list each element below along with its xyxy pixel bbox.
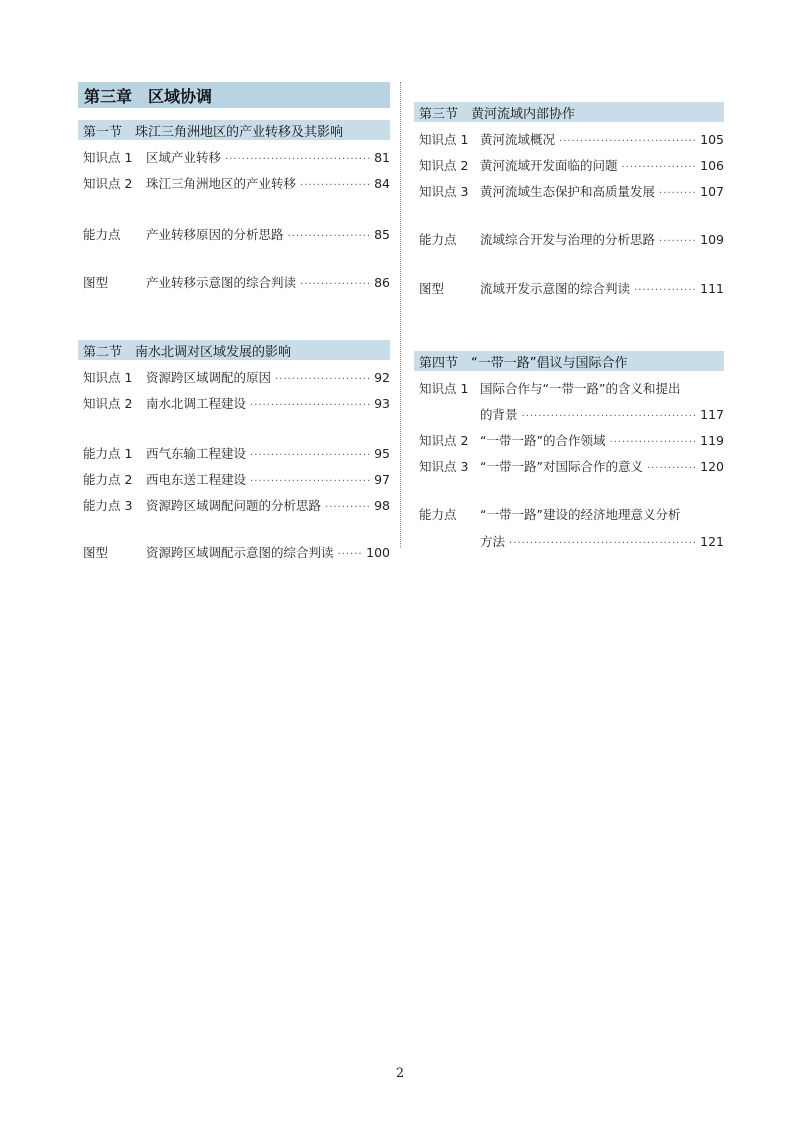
section-title: 黄河流域内部协作: [471, 106, 576, 122]
toc-right-column: [414, 102, 724, 571]
section-entries: [78, 140, 390, 320]
entry-title: “一带一路”的合作领域: [480, 433, 606, 448]
entry-title: 黄河流域生态保护和高质量发展: [480, 184, 656, 199]
entry-title: 南水北调工程建设: [146, 396, 247, 411]
entry-title: 黄河流域概况: [480, 132, 556, 147]
section-number: 第四节: [419, 355, 459, 371]
page-number: 2: [395, 1066, 405, 1081]
entry-tag: 图型: [419, 281, 445, 296]
entry-line: [146, 470, 390, 492]
entry-title: 方法: [480, 534, 506, 549]
entry-line: [146, 273, 390, 295]
entry-page: 119: [700, 433, 724, 448]
entry-title: “一带一路”对国际合作的意义: [480, 459, 643, 474]
entry-title: 黄河流域开发面临的问题: [480, 158, 618, 173]
leader-dots: [559, 132, 696, 152]
entry-tag: 知识点 3: [419, 459, 469, 474]
toc-entry[interactable]: [414, 182, 724, 202]
entry-tag: 知识点 1: [419, 381, 469, 396]
entry-page: 111: [700, 281, 724, 296]
section-number: 第三节: [419, 106, 459, 122]
entry-title: 资源跨区域调配的原因: [146, 370, 272, 385]
chapter-number: 第三章: [84, 86, 133, 106]
entry-line: [146, 148, 390, 170]
entry-title: 资源跨区域调配问题的分析思路: [146, 498, 322, 513]
entry-tag: 知识点 2: [83, 176, 133, 191]
entry-line: [480, 431, 724, 453]
entry-page: 85: [374, 227, 390, 242]
toc-entry[interactable]: [414, 431, 724, 451]
entry-line: [480, 182, 724, 204]
entry-tag: 能力点: [419, 232, 457, 247]
entry-title: 珠江三角洲地区的产业转移: [146, 176, 297, 191]
entry-tag: 知识点 1: [83, 150, 133, 165]
entry-tag: 知识点 2: [83, 396, 133, 411]
entry-page: 121: [700, 534, 724, 549]
leader-dots: [300, 275, 370, 295]
toc-entry[interactable]: [414, 379, 724, 399]
entry-tag: 知识点 3: [419, 184, 469, 199]
entry-line: [480, 130, 724, 152]
leader-dots: [275, 370, 370, 390]
toc-entry[interactable]: [78, 444, 390, 464]
entry-line: [480, 405, 724, 427]
section-entries: [414, 122, 724, 327]
entry-line: [480, 156, 724, 178]
entry-page: 84: [374, 176, 390, 191]
entry-tag: 能力点 1: [83, 446, 133, 461]
toc-entry[interactable]: [78, 470, 390, 490]
entry-page: 100: [366, 545, 390, 560]
entry-tag: 能力点: [83, 227, 121, 242]
leader-dots: [325, 498, 370, 518]
toc-entry-continued[interactable]: [414, 405, 724, 425]
entry-title: 资源跨区域调配示意图的综合判读: [146, 545, 334, 560]
leader-dots: [622, 158, 697, 178]
column-divider: [400, 82, 401, 548]
entry-tag: 图型: [83, 275, 109, 290]
section-entries: [414, 371, 724, 571]
section-heading-3[interactable]: [414, 102, 724, 122]
entry-page: 93: [374, 396, 390, 411]
entry-tag: 知识点 2: [419, 433, 469, 448]
chapter-heading[interactable]: [78, 82, 390, 108]
toc-left-column: [78, 82, 390, 560]
entry-title-line1: “一带一路”建设的经济地理意义分析: [480, 507, 681, 522]
toc-entry[interactable]: [78, 496, 390, 516]
toc-entry[interactable]: [78, 225, 390, 245]
leader-dots: [659, 232, 696, 252]
toc-entry[interactable]: [78, 148, 390, 168]
entry-line: [480, 532, 724, 554]
entry-tag: 能力点: [419, 507, 457, 522]
entry-page: 120: [700, 459, 724, 474]
leader-dots: [300, 176, 370, 196]
entry-title: 西电东送工程建设: [146, 472, 247, 487]
entry-page: 98: [374, 498, 390, 513]
toc-entry[interactable]: [414, 156, 724, 176]
toc-entry[interactable]: [414, 230, 724, 250]
entry-page: 105: [700, 132, 724, 147]
entry-line: [146, 174, 390, 196]
section-heading-2[interactable]: [78, 340, 390, 360]
leader-dots: [288, 227, 371, 247]
toc-entry[interactable]: [414, 130, 724, 150]
toc-entry[interactable]: [78, 273, 390, 293]
entry-title: 区域产业转移: [146, 150, 222, 165]
toc-entry[interactable]: [78, 174, 390, 194]
section-title: 珠江三角洲地区的产业转移及其影响: [135, 124, 344, 140]
entry-title: 产业转移示意图的综合判读: [146, 275, 297, 290]
toc-entry[interactable]: [414, 505, 724, 525]
entry-page: 81: [374, 150, 390, 165]
entry-page: 92: [374, 370, 390, 385]
leader-dots: [522, 407, 697, 427]
entry-tag: 能力点 2: [83, 472, 133, 487]
leader-dots: [250, 446, 370, 466]
entry-tag: 知识点 1: [419, 132, 469, 147]
entry-line: [146, 543, 390, 565]
entry-tag: 图型: [83, 545, 109, 560]
entry-page: 117: [700, 407, 724, 422]
toc-entry[interactable]: [78, 394, 390, 414]
toc-entry-continued[interactable]: [414, 532, 724, 552]
section-heading-1[interactable]: [78, 120, 390, 140]
leader-dots: [509, 534, 696, 554]
entry-title: 流域综合开发与治理的分析思路: [480, 232, 656, 247]
entry-tag: 能力点 3: [83, 498, 133, 513]
entry-line: [146, 225, 390, 247]
chapter-title: 区域协调: [148, 86, 213, 106]
toc-entry[interactable]: [414, 279, 724, 299]
toc-entry[interactable]: [78, 543, 390, 563]
leader-dots: [225, 150, 370, 170]
leader-dots: [250, 472, 370, 492]
entry-page: 109: [700, 232, 724, 247]
entry-line: [480, 230, 724, 252]
entry-line: [146, 496, 390, 518]
entry-page: 86: [374, 275, 390, 290]
entry-tag: 知识点 2: [419, 158, 469, 173]
entry-title: 流域开发示意图的综合判读: [480, 281, 631, 296]
leader-dots: [250, 396, 370, 416]
leader-dots: [659, 184, 696, 204]
section-title: “一带一路”倡议与国际合作: [471, 355, 628, 371]
entry-page: 107: [700, 184, 724, 199]
entry-title: 西气东输工程建设: [146, 446, 247, 461]
entry-line: [480, 457, 724, 479]
section-heading-4[interactable]: [414, 351, 724, 371]
leader-dots: [338, 545, 363, 565]
entry-tag: 知识点 1: [83, 370, 133, 385]
toc-entry[interactable]: [78, 368, 390, 388]
entry-line: [146, 368, 390, 390]
entry-title: 产业转移原因的分析思路: [146, 227, 284, 242]
leader-dots: [634, 281, 696, 301]
section-number: 第二节: [83, 344, 123, 360]
leader-dots: [647, 459, 696, 479]
entry-line: [146, 394, 390, 416]
entry-page: 95: [374, 446, 390, 461]
toc-entry[interactable]: [414, 457, 724, 477]
entry-line: [146, 444, 390, 466]
section-number: 第一节: [83, 124, 123, 140]
entry-title-line1: 国际合作与“一带一路”的含义和提出: [480, 381, 681, 396]
entry-line: [480, 279, 724, 301]
section-title: 南水北调对区域发展的影响: [135, 344, 292, 360]
entry-title: 的背景: [480, 407, 518, 422]
entry-page: 97: [374, 472, 390, 487]
leader-dots: [609, 433, 696, 453]
section-entries: [78, 360, 390, 560]
entry-page: 106: [700, 158, 724, 173]
